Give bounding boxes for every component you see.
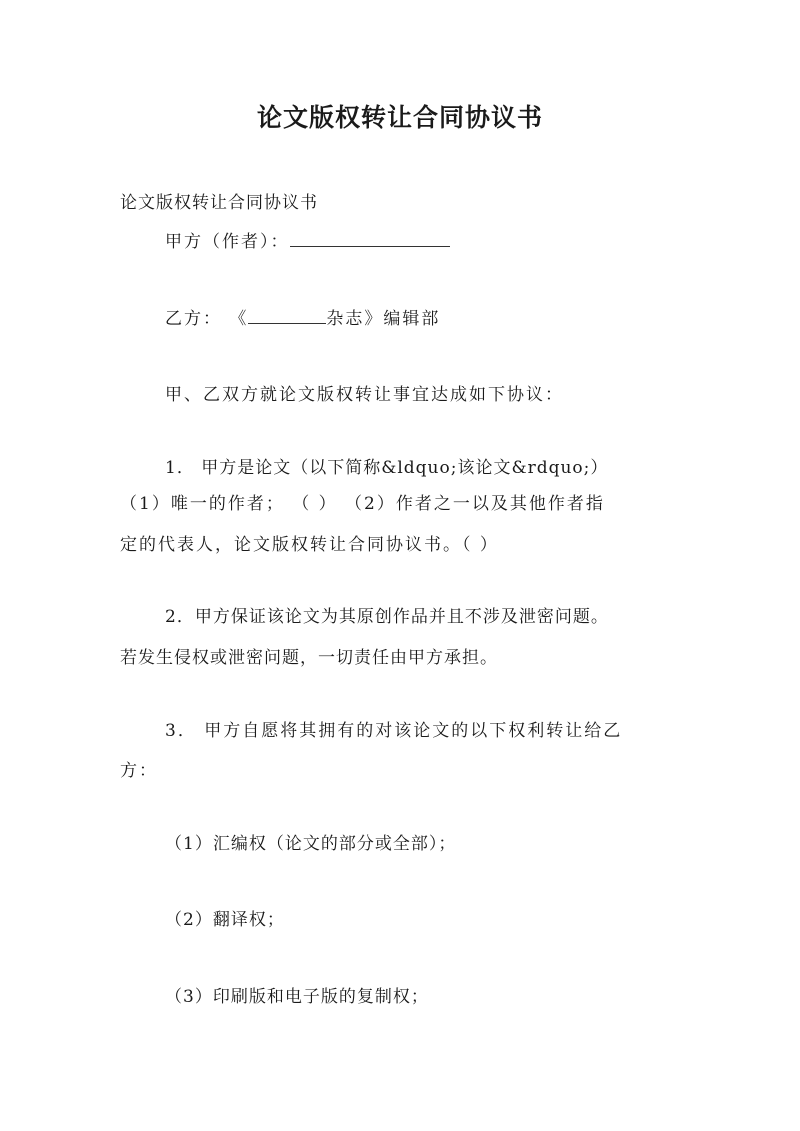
party-a-line (165, 229, 450, 255)
clause-3-line-1: 3． 甲方自愿将其拥有的对该论文的以下权利转让给乙 (165, 721, 623, 741)
right-item-3: （3）印刷版和电子版的复制权； (165, 987, 429, 1007)
right-item-2: （2）翻译权； (165, 910, 285, 930)
clause-1-line-3: 定的代表人，论文版权转让合同协议书。（ ） (120, 535, 499, 555)
document-title: 论文版权转让合同协议书 (256, 103, 543, 132)
party-a-label: 甲方（作者）： (165, 232, 290, 252)
clause-3-line-2: 方： (120, 761, 158, 781)
document-subtitle: 论文版权转让合同协议书 (120, 193, 318, 213)
party-a-blank (290, 230, 450, 247)
clause-1-line-2: （1）唯一的作者； （ ） （2）作者之一以及其他作者指 (120, 494, 605, 514)
right-item-1: （1）汇编权（论文的部分或全部）； (165, 834, 457, 854)
clause-2-line-1: 2．甲方保证该论文为其原创作品并且不涉及泄密问题。 (165, 607, 609, 627)
party-b-blank (248, 307, 326, 324)
clause-1-line-1: 1． 甲方是论文（以下简称&ldquo;该论文&rdquo;） (165, 458, 609, 478)
party-b-line (165, 306, 440, 332)
party-b-prefix: 乙方： 《 (165, 309, 249, 329)
clause-2-line-2: 若发生侵权或泄密问题，一切责任由甲方承担。 (120, 648, 498, 668)
party-b-suffix: 杂志》编辑部 (326, 309, 441, 329)
intro-line: 甲、乙双方就论文版权转让事宜达成如下协议： (165, 385, 564, 405)
